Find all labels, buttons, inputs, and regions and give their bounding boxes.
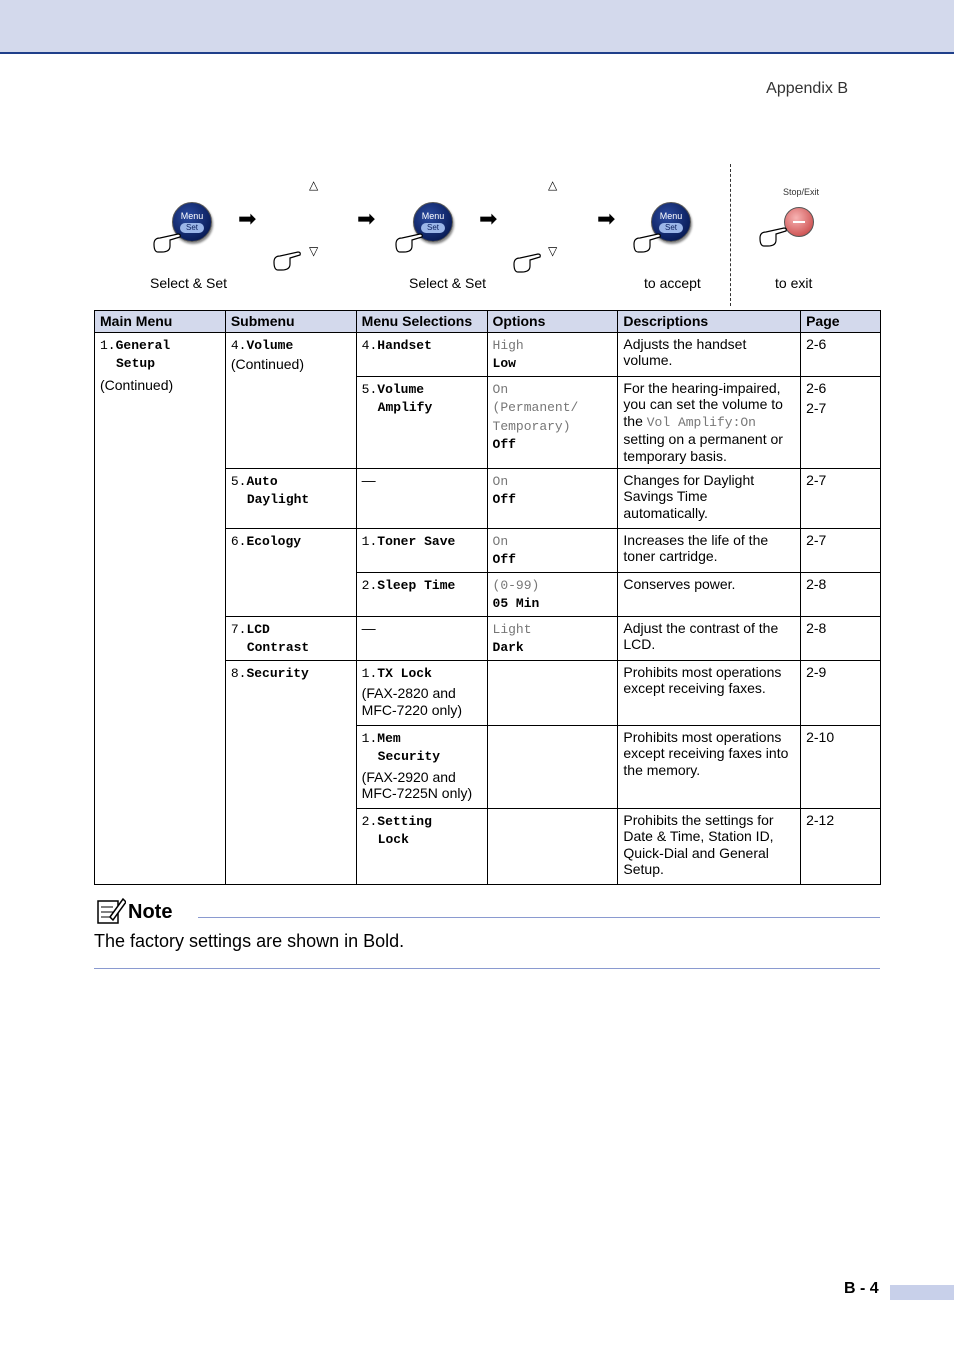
note-divider (198, 917, 880, 918)
description-cell: Changes for Daylight Savings Time automatically. (618, 468, 801, 528)
page-cell: 2-6 (801, 332, 881, 376)
down-triangle-icon: ▽ (309, 244, 319, 258)
selection-cell: 2.Sleep Time (356, 572, 487, 616)
menu-set-button: Menu Set (413, 202, 453, 242)
selection-cell: 1.TX Lock (FAX-2820 and MFC-7220 only) (356, 660, 487, 725)
page-cell: 2-8 (801, 572, 881, 616)
section-label: Appendix B (766, 80, 848, 97)
menu-set-button: Menu Set (172, 202, 212, 242)
options-cell (487, 725, 618, 808)
footer-bar (890, 1285, 954, 1300)
pointing-hand-icon (272, 250, 302, 272)
description-cell: Prohibits most operations except receiving faxes into the memory. (618, 725, 801, 808)
options-cell (487, 808, 618, 884)
submenu-cell: 7.LCD Contrast (225, 616, 356, 660)
description-cell: For the hearing-impaired, you can set the volume to the Vol Amplify:On setting on a permanent or temporary basis. (618, 376, 801, 468)
note-bottom-divider (94, 968, 880, 969)
column-header: Submenu (225, 311, 356, 333)
description-cell: Conserves power. (618, 572, 801, 616)
selection-cell: 2.Setting Lock (356, 808, 487, 884)
step-label: to accept (644, 275, 701, 291)
pointing-hand-icon (152, 232, 182, 254)
description-cell: Adjusts the handset volume. (618, 332, 801, 376)
column-header: Menu Selections (356, 311, 487, 333)
page-cell: 2-7 (801, 528, 881, 572)
column-header: Main Menu (95, 311, 226, 333)
submenu-cell: 5.Auto Daylight (225, 468, 356, 528)
stop-exit-label: Stop/Exit (783, 187, 820, 197)
selection-cell: — (356, 616, 487, 660)
pointing-hand-icon (394, 232, 424, 254)
options-cell: On Off (487, 528, 618, 572)
right-arrow-icon: ➡ (597, 206, 616, 231)
page-cell: 2-8 (801, 616, 881, 660)
table-header-row (95, 311, 881, 333)
options-cell: (0-99) 05 Min (487, 572, 618, 616)
stop-exit-button (784, 207, 814, 237)
column-header: Page (801, 311, 881, 333)
step-label: to exit (775, 275, 813, 291)
page-cell: 2-10 (801, 725, 881, 808)
note-text: The factory settings are shown in Bold. (94, 931, 405, 951)
selection-cell: 1.Toner Save (356, 528, 487, 572)
options-cell: On (Permanent/ Temporary) Off (487, 376, 618, 468)
header-bar (0, 0, 954, 54)
key-sequence-diagram (0, 160, 954, 310)
selection-cell: 4.Handset (356, 332, 487, 376)
up-triangle-icon: △ (309, 178, 319, 192)
page-cell: 2-7 (801, 468, 881, 528)
right-arrow-icon: ➡ (357, 206, 376, 231)
options-cell: Light Dark (487, 616, 618, 660)
description-cell: Prohibits most operations except receiving faxes. (618, 660, 801, 725)
menu-set-button: Menu Set (651, 202, 691, 242)
step-label: Select & Set (409, 275, 487, 291)
page-number: B - 4 (844, 1280, 879, 1297)
selection-cell: 5.Volume Amplify (356, 376, 487, 468)
up-triangle-icon: △ (548, 178, 558, 192)
table-row (95, 332, 881, 376)
main-menu-cell: 1.General Setup (Continued) (95, 332, 226, 884)
column-header: Options (487, 311, 618, 333)
description-cell: Prohibits the settings for Date & Time, Station ID, Quick-Dial and General Setup. (618, 808, 801, 884)
submenu-cell: 6.Ecology (225, 528, 356, 616)
page-cell: 2-9 (801, 660, 881, 725)
down-triangle-icon: ▽ (548, 244, 558, 258)
submenu-cell: 4.Volume (Continued) (225, 332, 356, 468)
options-cell: On Off (487, 468, 618, 528)
description-cell: Increases the life of the toner cartridge. (618, 528, 801, 572)
step-label: Select & Set (150, 275, 228, 291)
selection-cell: 1.Mem Security (FAX-2920 and MFC-7225N only) (356, 725, 487, 808)
note-title: Note (128, 901, 173, 923)
description-cell: Adjust the contrast of the LCD. (618, 616, 801, 660)
right-arrow-icon: ➡ (238, 206, 257, 231)
pointing-hand-icon (512, 252, 542, 274)
pointing-hand-icon (632, 232, 662, 254)
page-cell: 2-12 (801, 808, 881, 884)
page-cell: 2-6 2-7 (801, 376, 881, 468)
pointing-hand-icon (758, 226, 788, 248)
menu-settings-table (94, 310, 881, 885)
column-header: Descriptions (618, 311, 801, 333)
options-cell: High Low (487, 332, 618, 376)
options-cell (487, 660, 618, 725)
dashed-divider (730, 164, 731, 306)
right-arrow-icon: ➡ (479, 206, 498, 231)
note-pencil-icon (96, 895, 126, 925)
submenu-cell: 8.Security (225, 660, 356, 884)
selection-cell: — (356, 468, 487, 528)
